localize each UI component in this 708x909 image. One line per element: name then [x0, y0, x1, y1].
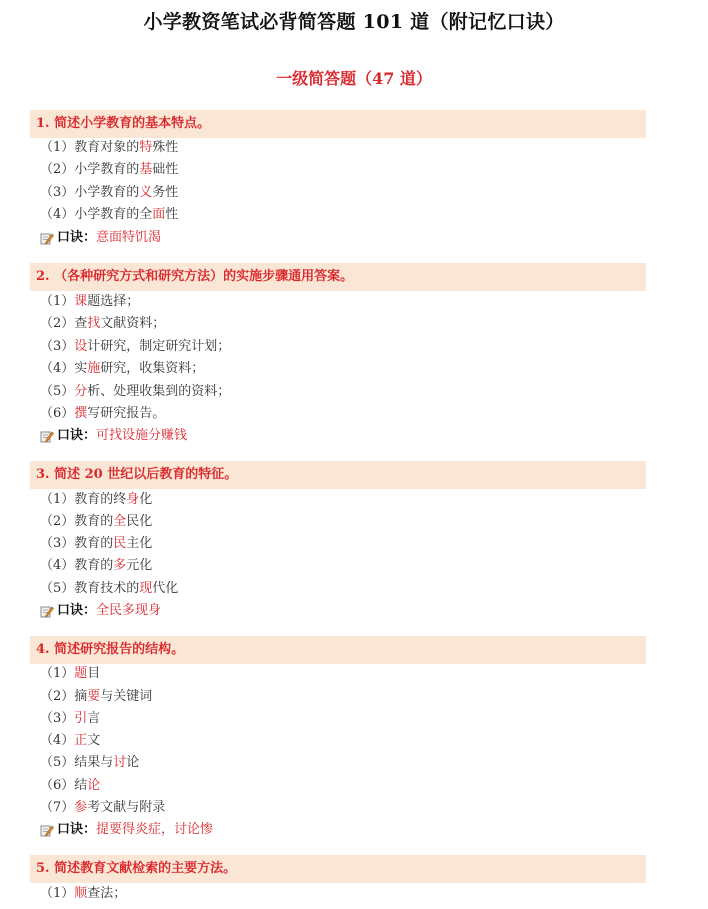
- answer-item: [40, 161, 178, 179]
- answer-item-text: （4）教育的: [40, 558, 114, 573]
- answer-item-text: 研究，收集资料；: [100, 361, 205, 376]
- mnemonic-label: 口诀：: [57, 428, 97, 443]
- answer-item-keyword: 现: [139, 581, 153, 596]
- answer-item: [40, 383, 230, 401]
- answer-item-text: （2）查: [40, 316, 88, 331]
- answer-item: [40, 732, 100, 750]
- section-title: 一级简答题（47 道）: [276, 69, 432, 88]
- answer-item: [40, 688, 152, 706]
- answer-item-text: （2）摘: [40, 689, 88, 704]
- question-heading: 5. 简述教育文献检索的主要方法。: [30, 855, 646, 883]
- answer-item-keyword: 全: [113, 514, 127, 529]
- answer-item-keyword: 课: [74, 294, 88, 309]
- answer-item-text: 代化: [152, 581, 179, 596]
- answer-item-text: 主化: [126, 536, 153, 551]
- answer-item-text: （3）小学教育的: [40, 185, 140, 200]
- answer-item: [40, 557, 152, 575]
- answer-item-text: （5）结果与: [40, 755, 114, 770]
- answer-item-text: （6）: [40, 406, 75, 421]
- answer-item: [40, 338, 230, 356]
- answer-item-keyword: 多: [113, 558, 127, 573]
- answer-item-keyword: 撰: [74, 406, 88, 421]
- mnemonic-text: 全民多现身: [96, 603, 162, 618]
- answer-item-keyword: 身: [126, 492, 140, 507]
- answer-item-text: 论: [126, 755, 140, 770]
- answer-item-text: （4）小学教育的全: [40, 207, 153, 222]
- answer-item-text: 题选择；: [87, 294, 140, 309]
- answer-item-text: 文: [87, 733, 101, 748]
- answer-item: [40, 885, 126, 903]
- answer-item-keyword: 基: [139, 162, 153, 177]
- answer-item-keyword: 引: [74, 711, 88, 726]
- answer-item-text: 写研究报告。: [87, 406, 166, 421]
- answer-item-keyword: 特: [139, 140, 153, 155]
- answer-item: [40, 139, 178, 157]
- note-pencil-icon: [40, 823, 54, 837]
- answer-item-keyword: 找: [87, 316, 101, 331]
- answer-item: [40, 206, 178, 224]
- answer-item-keyword: 讨: [113, 755, 127, 770]
- answer-item-text: 性: [165, 207, 179, 222]
- answer-item-text: （6）结: [40, 778, 88, 793]
- mnemonic-text: 提要得炎症，讨论惨: [96, 822, 214, 837]
- question-heading: 4. 简述研究报告的结构。: [30, 636, 646, 664]
- answer-item: [40, 777, 100, 795]
- answer-item-text: （1）: [40, 294, 75, 309]
- answer-item-text: （2）小学教育的: [40, 162, 140, 177]
- mnemonic-text: 可找设施分赚钱: [96, 428, 188, 443]
- answer-item-text: （1）教育的终: [40, 492, 127, 507]
- answer-item-keyword: 施: [87, 361, 101, 376]
- answer-item-text: 析、处理收集到的资料；: [87, 384, 231, 399]
- answer-item-keyword: 面: [152, 207, 166, 222]
- answer-item-text: 文献资料；: [100, 316, 166, 331]
- answer-item: [40, 535, 152, 553]
- answer-item: [40, 710, 100, 728]
- mnemonic-line: [40, 821, 213, 839]
- answer-item-text: （3）: [40, 339, 75, 354]
- answer-item-text: （4）实: [40, 361, 88, 376]
- answer-item-text: （5）教育技术的: [40, 581, 140, 596]
- mnemonic-text: 意面特饥渴: [96, 230, 162, 245]
- question-heading: 2. （各种研究方式和研究方法）的实施步骤通用答案。: [30, 263, 646, 291]
- answer-item-text: （3）教育的: [40, 536, 114, 551]
- answer-item-text: 与关键词: [100, 689, 153, 704]
- mnemonic-line: [40, 427, 187, 445]
- answer-item-keyword: 题: [74, 666, 88, 681]
- answer-item: [40, 754, 139, 772]
- note-pencil-icon: [40, 231, 54, 245]
- answer-item-keyword: 要: [87, 689, 101, 704]
- answer-item-text: （1）: [40, 886, 75, 901]
- answer-item-text: （2）教育的: [40, 514, 114, 529]
- answer-item-text: 考文献与附录: [87, 800, 166, 815]
- answer-item-keyword: 正: [74, 733, 88, 748]
- answer-item: [40, 491, 152, 509]
- answer-item: [40, 360, 204, 378]
- answer-item: [40, 184, 178, 202]
- answer-item-text: （1）: [40, 666, 75, 681]
- answer-item: [40, 405, 165, 423]
- answer-item-keyword: 顺: [74, 886, 88, 901]
- answer-item-keyword: 义: [139, 185, 153, 200]
- answer-item-keyword: 民: [113, 536, 127, 551]
- answer-item-text: 言: [87, 711, 101, 726]
- answer-item-text: 计研究，制定研究计划；: [87, 339, 231, 354]
- mnemonic-label: 口诀：: [57, 603, 97, 618]
- answer-item-text: 化: [139, 492, 153, 507]
- answer-item-keyword: 分: [74, 384, 88, 399]
- answer-item-text: （4）: [40, 733, 75, 748]
- answer-item-text: （5）: [40, 384, 75, 399]
- answer-item-text: 民化: [126, 514, 153, 529]
- mnemonic-label: 口诀：: [57, 822, 97, 837]
- answer-item-text: 查法；: [87, 886, 127, 901]
- question-heading: 1. 简述小学教育的基本特点。: [30, 110, 646, 138]
- answer-item-text: （3）: [40, 711, 75, 726]
- answer-item-text: （1）教育对象的: [40, 140, 140, 155]
- answer-item-text: 殊性: [152, 140, 179, 155]
- answer-item: [40, 665, 100, 683]
- answer-item: [40, 799, 165, 817]
- answer-item-text: 目: [87, 666, 101, 681]
- document-title: 小学教资笔试必背简答题 101 道（附记忆口诀）: [143, 11, 565, 33]
- mnemonic-line: [40, 229, 161, 247]
- mnemonic-label: 口诀：: [57, 230, 97, 245]
- answer-item-text: 础性: [152, 162, 179, 177]
- answer-item: [40, 293, 139, 311]
- answer-item: [40, 315, 165, 333]
- answer-item-keyword: 参: [74, 800, 88, 815]
- question-heading: 3. 简述 20 世纪以后教育的特征。: [30, 461, 646, 489]
- note-pencil-icon: [40, 604, 54, 618]
- answer-item-keyword: 论: [87, 778, 101, 793]
- answer-item: [40, 513, 152, 531]
- mnemonic-line: [40, 602, 161, 620]
- answer-item-text: 务性: [152, 185, 179, 200]
- answer-item: [40, 580, 178, 598]
- note-pencil-icon: [40, 429, 54, 443]
- answer-item-keyword: 设: [74, 339, 88, 354]
- answer-item-text: 元化: [126, 558, 153, 573]
- answer-item-text: （7）: [40, 800, 75, 815]
